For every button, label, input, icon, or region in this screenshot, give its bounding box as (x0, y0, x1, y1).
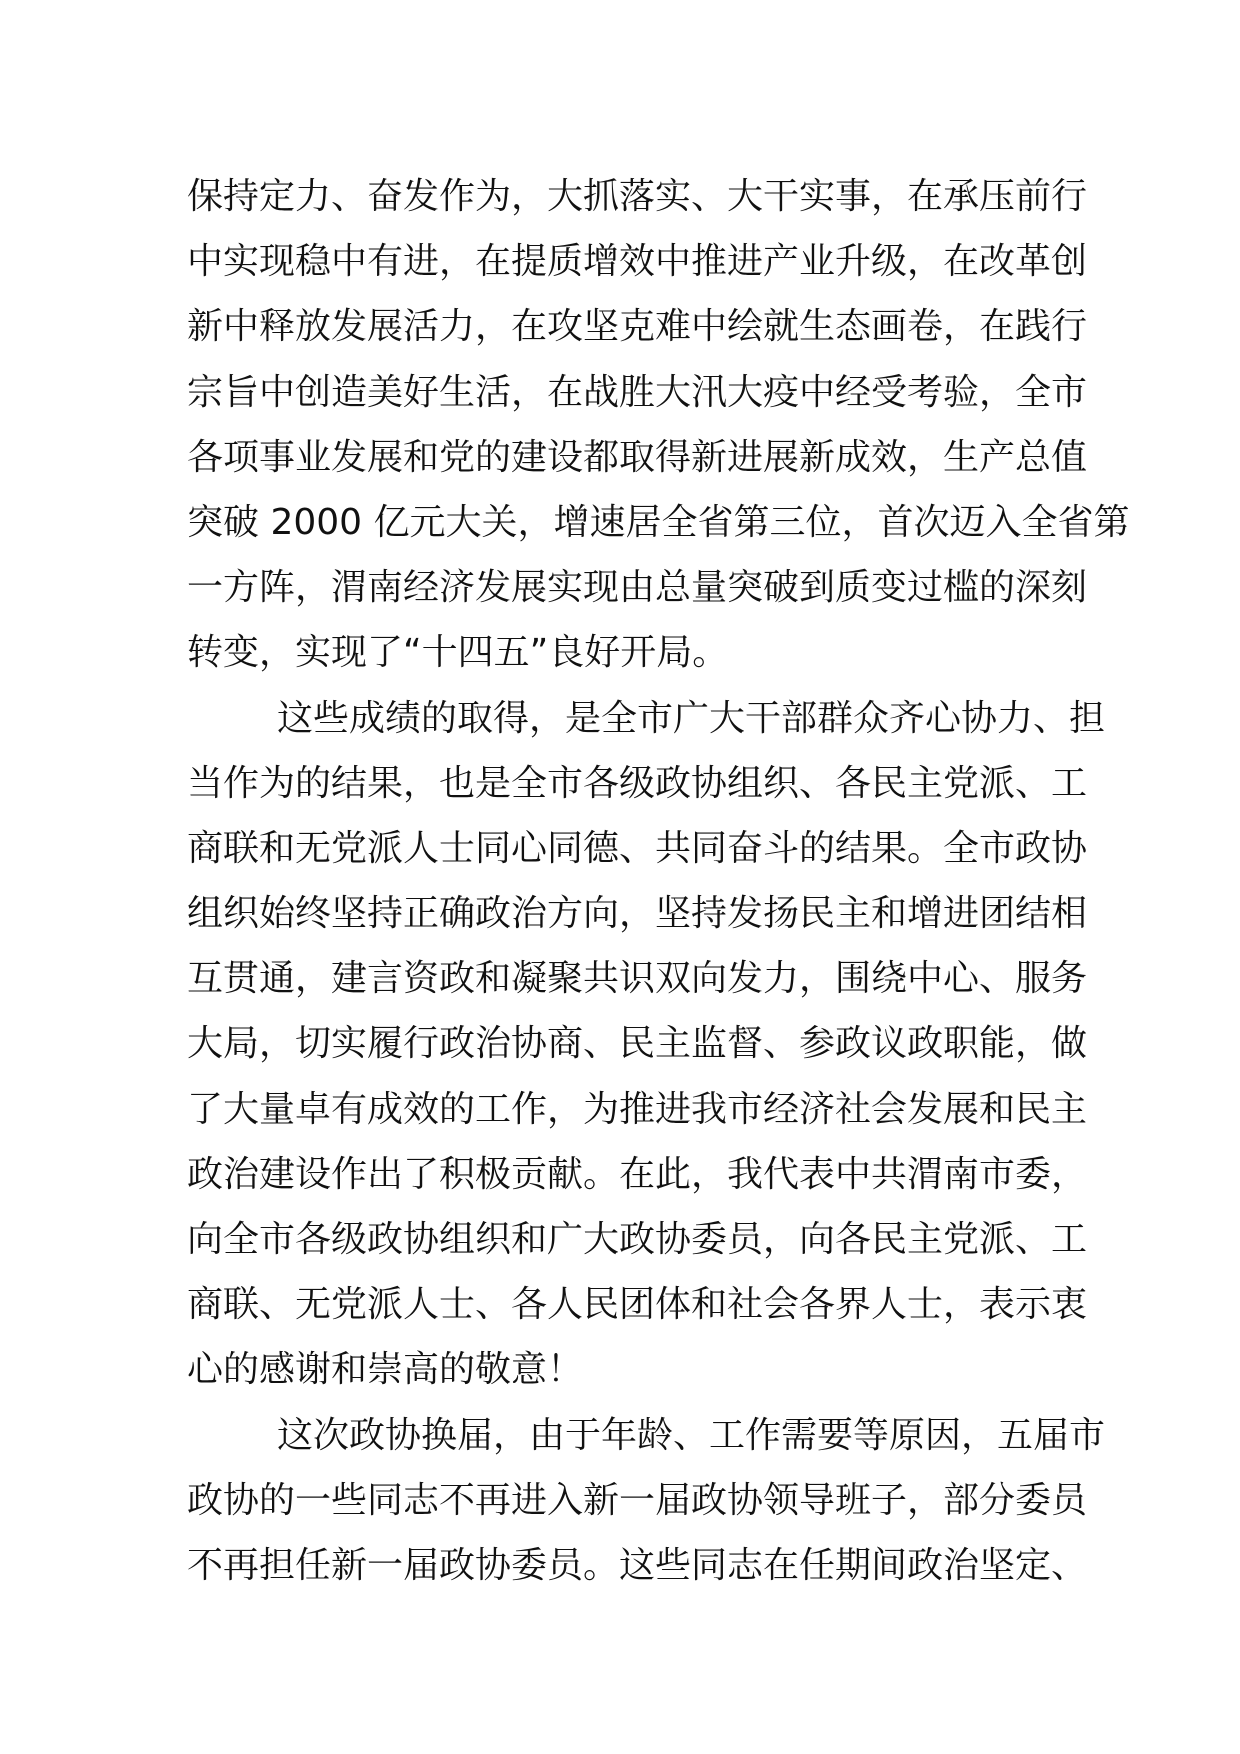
text-line: 组织始终坚持正确政治方向，坚持发扬民主和增进团结相 (187, 893, 1088, 935)
text-line: 当作为的结果，也是全市各级政协组织、各民主党派、工 (187, 762, 1088, 804)
text-line: 商联、无党派人士、各人民团体和社会各界人士，表示衷 (187, 1284, 1088, 1326)
text-line: 心的感谢和崇高的敬意！ (187, 1349, 584, 1391)
text-line: 突破 2000 亿元大关，增速居全省第三位，首次迈入全省第 (187, 501, 1130, 543)
text-line: 各项事业发展和党的建设都取得新进展新成效，生产总值 (187, 436, 1088, 478)
text-line: 政协的一些同志不再进入新一届政协领导班子，部分委员 (187, 1479, 1088, 1521)
text-line: 政治建设作出了积极贡献。在此，我代表中共渭南市委， (187, 1153, 1088, 1195)
text-line: 了大量卓有成效的工作，为推进我市经济社会发展和民主 (187, 1088, 1088, 1130)
text-line: 一方阵，渭南经济发展实现由总量突破到质变过槛的深刻 (187, 567, 1088, 609)
text-line: 大局，切实履行政治协商、民主监督、参政议政职能，做 (187, 1023, 1088, 1065)
text-line: 新中释放发展活力，在攻坚克难中绘就生态画卷，在践行 (187, 306, 1088, 348)
text-line: 转变，实现了“十四五”良好开局。 (187, 632, 729, 674)
body-text (187, 164, 1130, 1598)
text-line: 这次政协换届，由于年龄、工作需要等原因，五届市 (277, 1414, 1106, 1456)
text-line: 互贯通，建言资政和凝聚共识双向发力，围绕中心、服务 (187, 958, 1088, 1000)
text-line: 商联和无党派人士同心同德、共同奋斗的结果。全市政协 (187, 827, 1088, 869)
text-line: 这些成绩的取得，是全市广大干部群众齐心协力、担 (277, 697, 1106, 739)
text-line: 宗旨中创造美好生活，在战胜大汛大疫中经受考验，全市 (187, 371, 1088, 413)
text-line: 不再担任新一届政协委员。这些同志在任期间政治坚定、 (187, 1544, 1088, 1586)
text-line: 中实现稳中有进，在提质增效中推进产业升级，在改革创 (187, 241, 1088, 283)
text-line: 保持定力、奋发作为，大抓落实、大干实事，在承压前行 (187, 176, 1088, 217)
text-line: 向全市各级政协组织和广大政协委员，向各民主党派、工 (187, 1219, 1088, 1260)
